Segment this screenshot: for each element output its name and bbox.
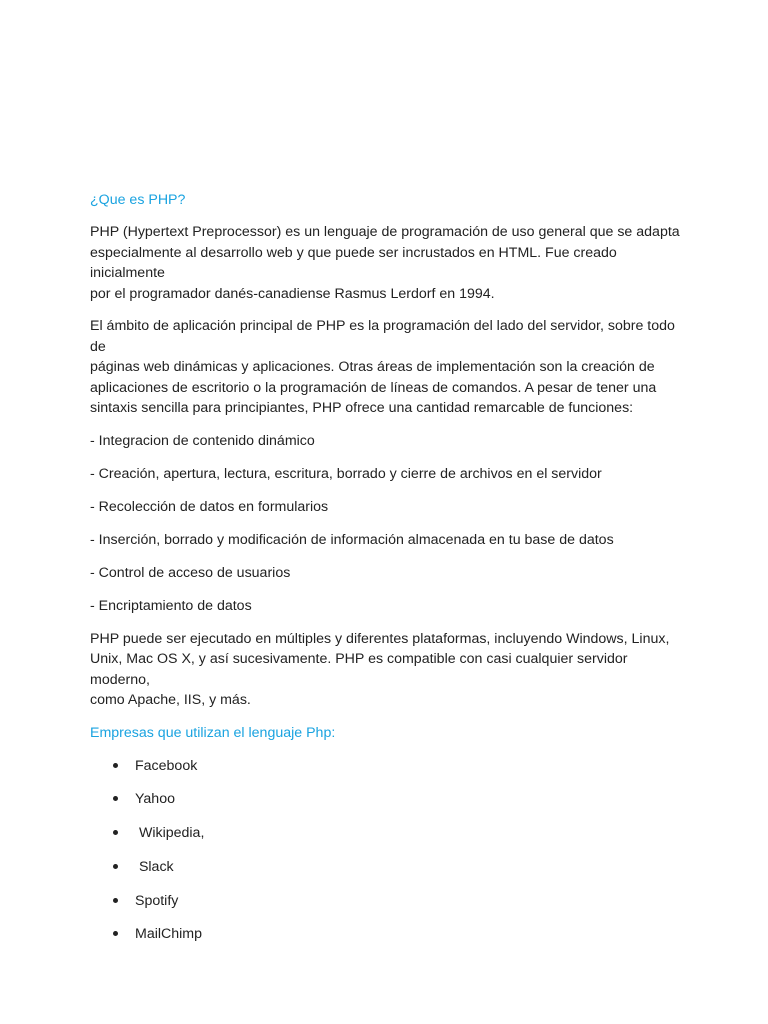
feature-item: - Inserción, borrado y modificación de información almacenada en tu base de datos — [90, 531, 614, 548]
document-page — [90, 190, 690, 958]
feature-item: - Encriptamiento de datos — [90, 597, 252, 614]
feature-item: - Integracion de contenido dinámico — [90, 432, 315, 449]
paragraph-intro-line: especialmente al desarrollo web y que puede ser incrustados en HTML. Fue creado inicialmente — [90, 244, 617, 281]
paragraph-intro-line: por el programador danés-canadiense Rasmus Lerdorf en 1994. — [90, 285, 495, 302]
bullet-icon — [113, 830, 118, 835]
bullet-icon — [113, 898, 118, 903]
paragraph-scope-line: El ámbito de aplicación principal de PHP es la programación del lado del servidor, sobre todo de — [90, 318, 675, 355]
list-item — [90, 789, 690, 809]
heading-empresas: Empresas que utilizan el lenguaje Php: — [90, 724, 336, 741]
paragraph-platforms-line: Unix, Mac OS X, y así sucesivamente. PHP es compatible con casi cualquier servidor moderno, — [90, 651, 628, 688]
paragraph-intro — [90, 222, 690, 304]
bullet-icon — [113, 796, 118, 801]
paragraph-scope-line: aplicaciones de escritorio o la programación de líneas de comandos. A pesar de tener una — [90, 379, 657, 396]
company-name: Facebook — [135, 757, 198, 774]
company-name: Spotify — [135, 892, 179, 909]
feature-item: - Creación, apertura, lectura, escritura, borrado y cierre de archivos en el servidor — [90, 465, 602, 482]
company-name: Wikipedia, — [135, 825, 205, 842]
list-item — [90, 823, 690, 843]
feature-item: - Recolección de datos en formularios — [90, 498, 329, 515]
paragraph-platforms — [90, 629, 690, 711]
bullet-icon — [113, 931, 118, 936]
paragraph-scope — [90, 316, 690, 419]
paragraph-scope-line: páginas web dinámicas y aplicaciones. Otras áreas de implementación son la creación de — [90, 359, 655, 375]
paragraph-platforms-line: PHP puede ser ejecutado en múltiples y diferentes plataformas, incluyendo Windows, Linux, — [90, 630, 670, 647]
company-name: Yahoo — [135, 791, 175, 808]
bullet-icon — [113, 763, 118, 768]
bullet-icon — [113, 864, 118, 869]
list-item — [90, 891, 690, 911]
paragraph-platforms-line: como Apache, IIS, y más. — [90, 692, 251, 708]
paragraph-intro-line: PHP (Hypertext Preprocessor) es un lenguaje de programación de uso general que se adapta — [90, 224, 680, 240]
company-name: Slack — [135, 858, 174, 875]
paragraph-scope-line: sintaxis sencilla para principiantes, PHP ofrece una cantidad remarcable de funciones: — [90, 400, 634, 416]
list-item — [90, 756, 690, 776]
list-item — [90, 924, 690, 944]
company-name: MailChimp — [135, 926, 203, 943]
heading-que-es-php: ¿Que es PHP? — [90, 192, 186, 208]
feature-item: - Control de acceso de usuarios — [90, 564, 291, 581]
companies-list — [90, 756, 690, 945]
list-item — [90, 857, 690, 877]
